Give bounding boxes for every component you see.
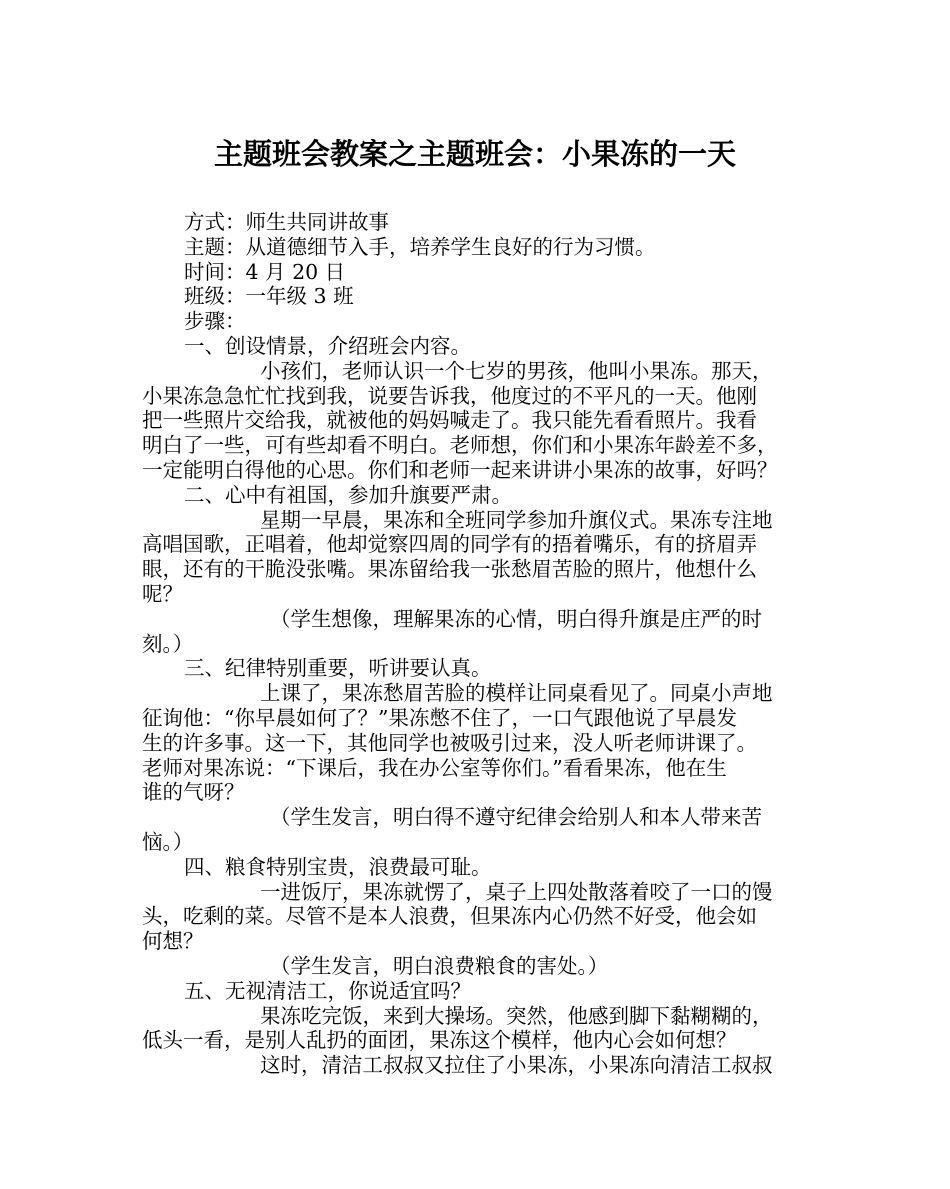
text-line: 老师对果冻说：“下课后，我在办公室等你们。”看看果冻，他在生 [142,755,727,780]
text-line: 小孩们，老师认识一个七岁的男孩，他叫小果冻。那天， [260,358,773,383]
text-line: 刻。） [142,631,194,656]
text-line: 时间：4 月 20 日 [184,259,346,284]
section-heading: 五、无视清洁工，你说适宜吗？ [184,978,471,1003]
section-heading: 一、创设情景，介绍班会内容。 [184,333,471,358]
section-heading: 四、粮食特别宝贵，浪费最可耻。 [184,854,492,879]
text-line: 班级：一年级 3 班 [184,284,354,309]
section-heading: 三、纪律特别重要，听讲要认真。 [184,656,492,681]
text-line: （学生想像，理解果冻的心情，明白得升旗是庄严的时 [270,606,762,631]
text-line: 这时，清洁工叔叔又拉住了小果冻，小果冻向清洁工叔叔 [260,1053,773,1078]
text-line: 把一些照片交给我，就被他的妈妈喊走了。我只能先看看照片。我看 [142,408,757,433]
text-line: 呢？ [142,581,183,606]
text-line: 明白了一些，可有些却看不明白。老师想，你们和小果冻年龄差不多， [142,433,778,458]
text-line: 何想？ [142,929,204,954]
text-line: 眼，还有的干脆没张嘴。果冻留给我一张愁眉苦脸的照片，他想什么 [142,557,757,582]
text-line: 一进饭厅，果冻就愣了，桌子上四处散落着咬了一口的馒 [260,879,773,904]
text-line: 征询他：“你早晨如何了？”果冻憋不住了，一口气跟他说了早晨发 [142,705,737,730]
text-line: 生的许多事。这一下，其他同学也被吸引过来，没人听老师讲课了。 [142,730,757,755]
text-line: 一定能明白得他的心思。你们和老师一起来讲讲小果冻的故事，好吗？ [142,457,778,482]
document-body [142,210,814,1078]
text-line: 低头一看，是别人乱扔的面团，果冻这个模样，他内心会如何想？ [142,1028,737,1053]
text-line: （学生发言，明白浪费粮食的害处。） [270,953,609,978]
text-line: 星期一早晨，果冻和全班同学参加升旗仪式。果冻专注地 [260,507,773,532]
text-line: 谁的气呀？ [142,780,245,805]
text-line: 主题：从道德细节入手，培养学生良好的行为习惯。 [184,234,656,259]
text-line: 高唱国歌，正唱着，他却觉察四周的同学有的捂着嘴乐，有的挤眉弄 [142,532,757,557]
section-heading: 二、心中有祖国，参加升旗要严肃。 [184,482,512,507]
text-line: 方式：师生共同讲故事 [184,210,389,234]
text-line: 上课了，果冻愁眉苦脸的模样让同桌看见了。同桌小声地 [260,681,773,706]
document-title: 主题班会教案之主题班会：小果冻的一天 [213,137,736,171]
text-line: 果冻吃完饭，来到大操场。突然，他感到脚下黏糊糊的， [260,1003,773,1028]
text-line: 头，吃剩的菜。尽管不是本人浪费，但果冻内心仍然不好受，他会如 [142,904,757,929]
text-line: 步骤： [184,309,246,334]
text-line: （学生发言，明白得不遵守纪律会给别人和本人带来苦 [270,805,762,830]
text-line: 小果冻急急忙忙找到我，说要告诉我，他度过的不平凡的一天。他刚 [142,383,757,408]
text-line: 恼。） [142,829,194,854]
